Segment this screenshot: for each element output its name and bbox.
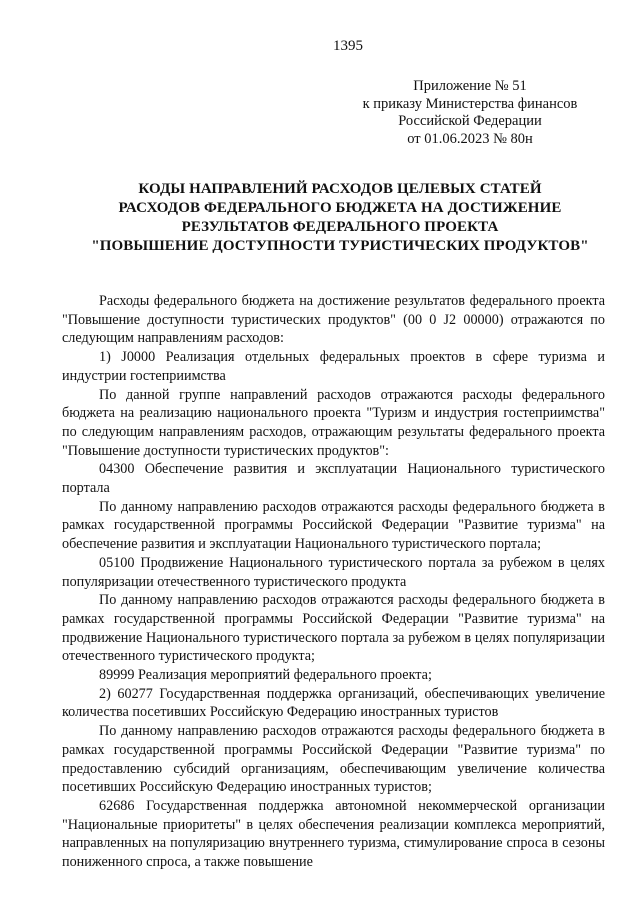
title-line: РЕЗУЛЬТАТОВ ФЕДЕРАЛЬНОГО ПРОЕКТА bbox=[181, 219, 499, 235]
paragraph: 04300 Обеспечение развития и эксплуатации Национального туристического портала bbox=[62, 461, 605, 497]
page-number: 1395 bbox=[333, 38, 363, 54]
document-body bbox=[62, 292, 605, 872]
appendix-header bbox=[320, 78, 620, 148]
paragraph: 2) 60277 Государственная поддержка организаций, обеспечивающих увеличение количества посетивших Российскую Федерацию иностранных туристов bbox=[62, 685, 605, 721]
title-line: "ПОВЫШЕНИЕ ДОСТУПНОСТИ ТУРИСТИЧЕСКИХ ПРОДУКТОВ" bbox=[91, 238, 589, 254]
title-line: КОДЫ НАПРАВЛЕНИЙ РАСХОДОВ ЦЕЛЕВЫХ СТАТЕЙ bbox=[138, 181, 542, 197]
appendix-line: от 01.06.2023 № 80н bbox=[407, 130, 533, 147]
paragraph: По данному направлению расходов отражаются расходы федерального бюджета в рамках государственной программы Российской Федерации "Развитие туризма" по предоставлению субсидий организациям, обеспечивающим увеличение количества посетивших Российскую Федерацию иностранных туристов; bbox=[62, 723, 605, 796]
document-title bbox=[40, 180, 640, 256]
appendix-line: Российской Федерации bbox=[398, 113, 542, 129]
paragraph: По данному направлению расходов отражаются расходы федерального бюджета в рамках государственной программы Российской Федерации "Развитие туризма" на продвижение Национального туристического портала за рубежом в целях популяризации отечественного туристического продукта; bbox=[62, 592, 605, 665]
appendix-line: к приказу Министерства финансов bbox=[362, 95, 578, 112]
paragraph: 62686 Государственная поддержка автономной некоммерческой организации "Национальные приоритеты" в целях обеспечения реализации комплекса мероприятий, направленных на популяризацию внутреннего туризма, стимулирование спроса в сезоны пониженного спроса, а также повышение bbox=[62, 797, 605, 871]
appendix-line: Приложение № 51 bbox=[413, 78, 527, 94]
paragraph: По данной группе направлений расходов отражаются расходы федерального бюджета на реализацию национального проекта "Туризм и индустрия гостеприимства" по следующим направлениям расходов, отражающим результаты федерального проекта "Повышение доступности туристических продуктов": bbox=[62, 386, 605, 459]
paragraph: 1) J0000 Реализация отдельных федеральных проектов в сфере туризма и индустрии гостеприимства bbox=[62, 349, 605, 384]
paragraph: 05100 Продвижение Национального туристического портала за рубежом в целях популяризации отечественного туристического продукта bbox=[62, 554, 605, 590]
title-line: РАСХОДОВ ФЕДЕРАЛЬНОГО БЮДЖЕТА НА ДОСТИЖЕНИЕ bbox=[118, 200, 562, 216]
paragraph: По данному направлению расходов отражаются расходы федерального бюджета в рамках государственной программы Российской Федерации "Развитие туризма" на обеспечение развития и эксплуатации Национального туристического портала; bbox=[62, 498, 605, 553]
paragraph: 89999 Реализация мероприятий федерального проекта; bbox=[99, 667, 432, 684]
paragraph: Расходы федерального бюджета на достижение результатов федерального проекта "Повышение доступности туристических продуктов" (00 0 J2 00000) отражаются по следующим направлениям расходов: bbox=[62, 293, 605, 347]
